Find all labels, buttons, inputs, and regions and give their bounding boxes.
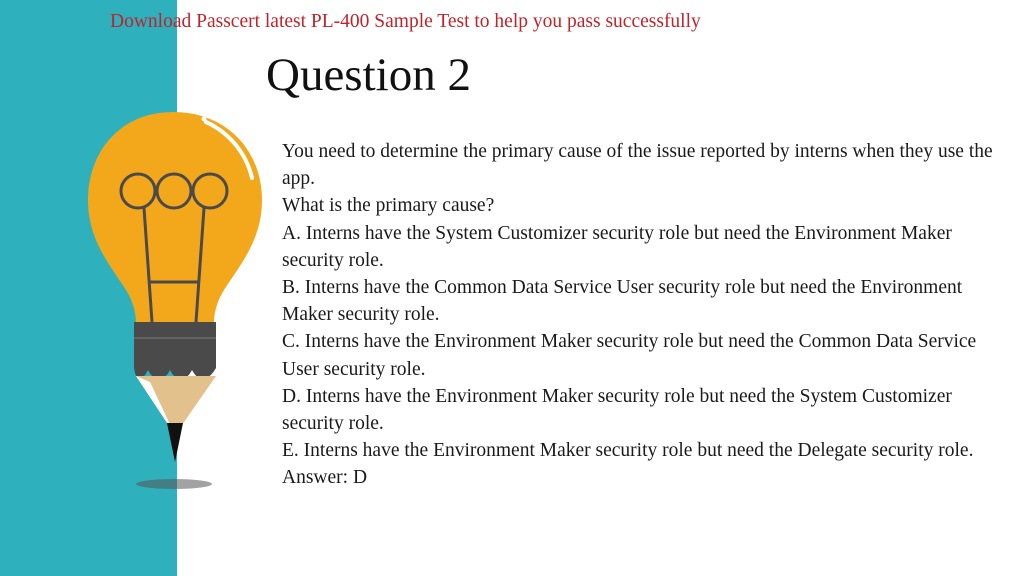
option-b: B. Interns have the Common Data Service User security role but need the Environment Maker security role. [282,277,963,326]
option-d: D. Interns have the Environment Maker security role but need the System Customizer security role. [282,385,952,435]
option-c: C. Interns have the Environment Maker security role but need the Common Data Service User security role. [282,331,977,380]
option-a: A. Interns have the System Customizer security role but need the Environment Maker security role. [282,222,952,271]
pencil-lead [167,423,183,462]
question-stem: You need to determine the primary cause of the issue reported by interns when they use the app. [282,141,993,190]
question-prompt: What is the primary cause? [282,195,495,217]
option-e: E. Interns have the Environment Maker security role but need the Delegate security role. [282,440,974,462]
question-title: Question 2 [266,49,471,101]
bulb-highlight-dot [202,117,207,122]
question-body [282,138,1012,492]
pencil-shadow [136,479,212,489]
bulb-socket [134,322,216,379]
lightbulb-pencil-icon [78,100,268,500]
download-banner-text: Download Passcert latest PL-400 Sample Test to help you pass successfully [110,11,701,32]
answer-text: Answer: D [282,467,368,489]
